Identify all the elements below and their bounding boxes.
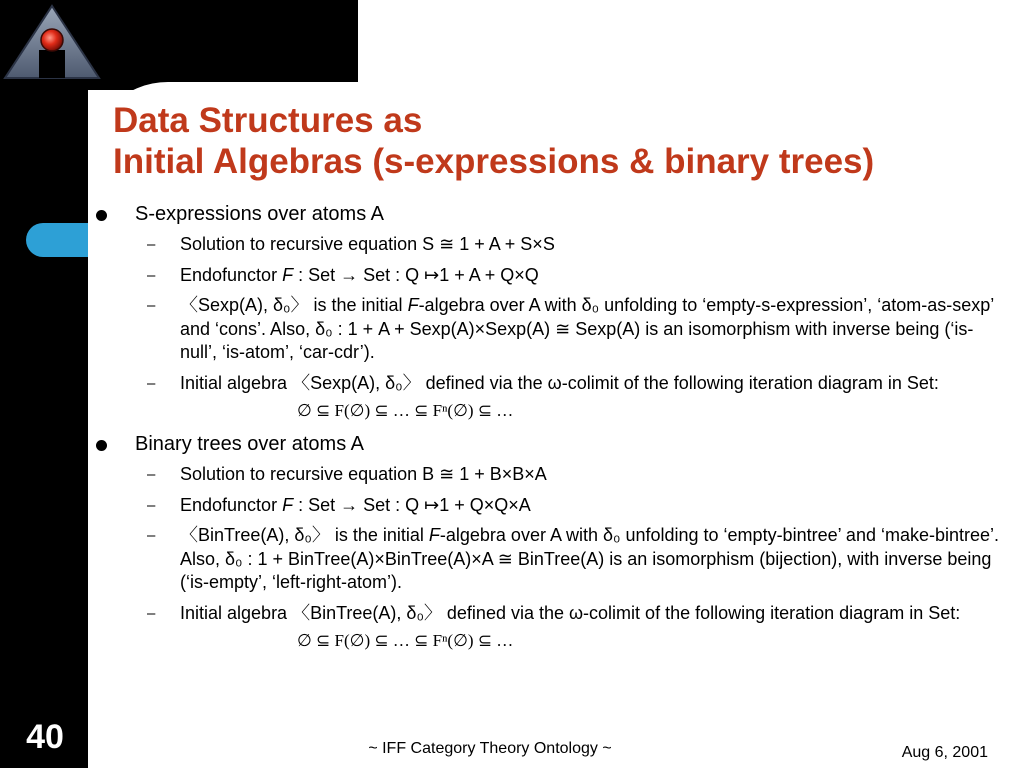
functor-symbol: F [282,494,294,515]
sub-bullet [92,264,1002,288]
functor-symbol: F [407,295,419,315]
dash-icon: – [147,266,156,284]
bullet-heading: Binary trees over atoms A [135,433,364,455]
footer-date: Aug 6, 2001 [901,744,988,761]
sub-bullet [92,233,1002,257]
sub-bullet-text-post: : Set → Set : Q ↦1 + Q×Q×A [293,494,531,515]
dash-icon: – [147,496,156,514]
sub-bullet-text-pre: Endofunctor [180,264,283,285]
sub-bullet [92,494,1002,518]
sub-bullet-text-post: -algebra over A with δ₀ unfolding to ‘empty-bintree’ and ‘make-bintree’. Also, δ₀ : 1 + BinTree(A)×BinTree(A)×A ≅ BinTree(A) is an isomorphism (bijection), with inverse being (‘is-empty’, ‘left-right-atom’). [180,525,1000,592]
bullet-heading: S-expressions over atoms A [135,203,384,225]
sub-bullet-text-pre: Endofunctor [180,494,283,515]
sub-bullet-text-post: -algebra over A with δ₀ unfolding to ‘empty-s-expression’, ‘atom-as-sexp’ and ‘cons’. Also, δ₀ : 1 + A + Sexp(A)×Sexp(A) ≅ Sexp(A) is an isomorphism with inverse being (‘is-null’, ‘is-atom’, ‘car-cdr’). [180,295,994,362]
frame-left [0,0,88,768]
sub-bullet-text: Initial algebra 〈Sexp(A), δ₀〉 defined via the ω-colimit of the following iteration diagram in Set: [180,372,939,393]
bullet-dot-icon [96,210,107,221]
sub-bullet-text-pre: 〈BinTree(A), δ₀〉 is the initial [180,525,429,545]
dash-icon: – [147,466,156,483]
sub-bullet [92,463,1002,487]
bullet-dot-icon [96,440,107,451]
slide-number: 40 [26,718,64,756]
sub-bullet-text: Solution to recursive equation S ≅ 1 + A + S×S [180,234,555,254]
sub-bullet-text: Solution to recursive equation B ≅ 1 + B×B×A [180,464,547,484]
sub-bullet [92,294,1002,365]
functor-symbol: F [282,264,294,285]
sub-bullet [92,602,1002,626]
dash-icon: – [147,604,156,622]
accent-bar [26,223,88,257]
dash-icon: – [147,236,156,253]
slide-title [113,100,1003,182]
sub-bullet [92,524,1002,595]
sub-bullet-text-pre: 〈Sexp(A), δ₀〉 is the initial [180,295,408,315]
sub-bullet-text-post: : Set → Set : Q ↦1 + A + Q×Q [293,264,539,285]
iteration-diagram-formula: ∅ ⊆ F(∅) ⊆ … ⊆ Fⁿ(∅) ⊆ … [297,631,514,650]
slide-body [92,200,1002,660]
bullet-s-expressions [92,200,1002,229]
pyramid-eye-logo-icon [3,4,101,80]
slide-title-line-1: Data Structures as [113,101,423,140]
slide-title-line-2: Initial Algebras (s-expressions & binary trees) [113,142,875,181]
sub-bullet [92,372,1002,396]
iteration-diagram-formula: ∅ ⊆ F(∅) ⊆ … ⊆ Fⁿ(∅) ⊆ … [297,401,514,420]
bullet-binary-trees [92,430,1002,459]
sub-bullet-text: Initial algebra 〈BinTree(A), δ₀〉 defined via the ω-colimit of the following iteration diagram in Set: [180,602,961,623]
dash-icon: – [147,374,156,392]
dash-icon: – [147,527,156,544]
functor-symbol: F [428,525,440,545]
footer-title: ~ IFF Category Theory Ontology ~ [368,740,612,757]
dash-icon: – [147,297,156,314]
